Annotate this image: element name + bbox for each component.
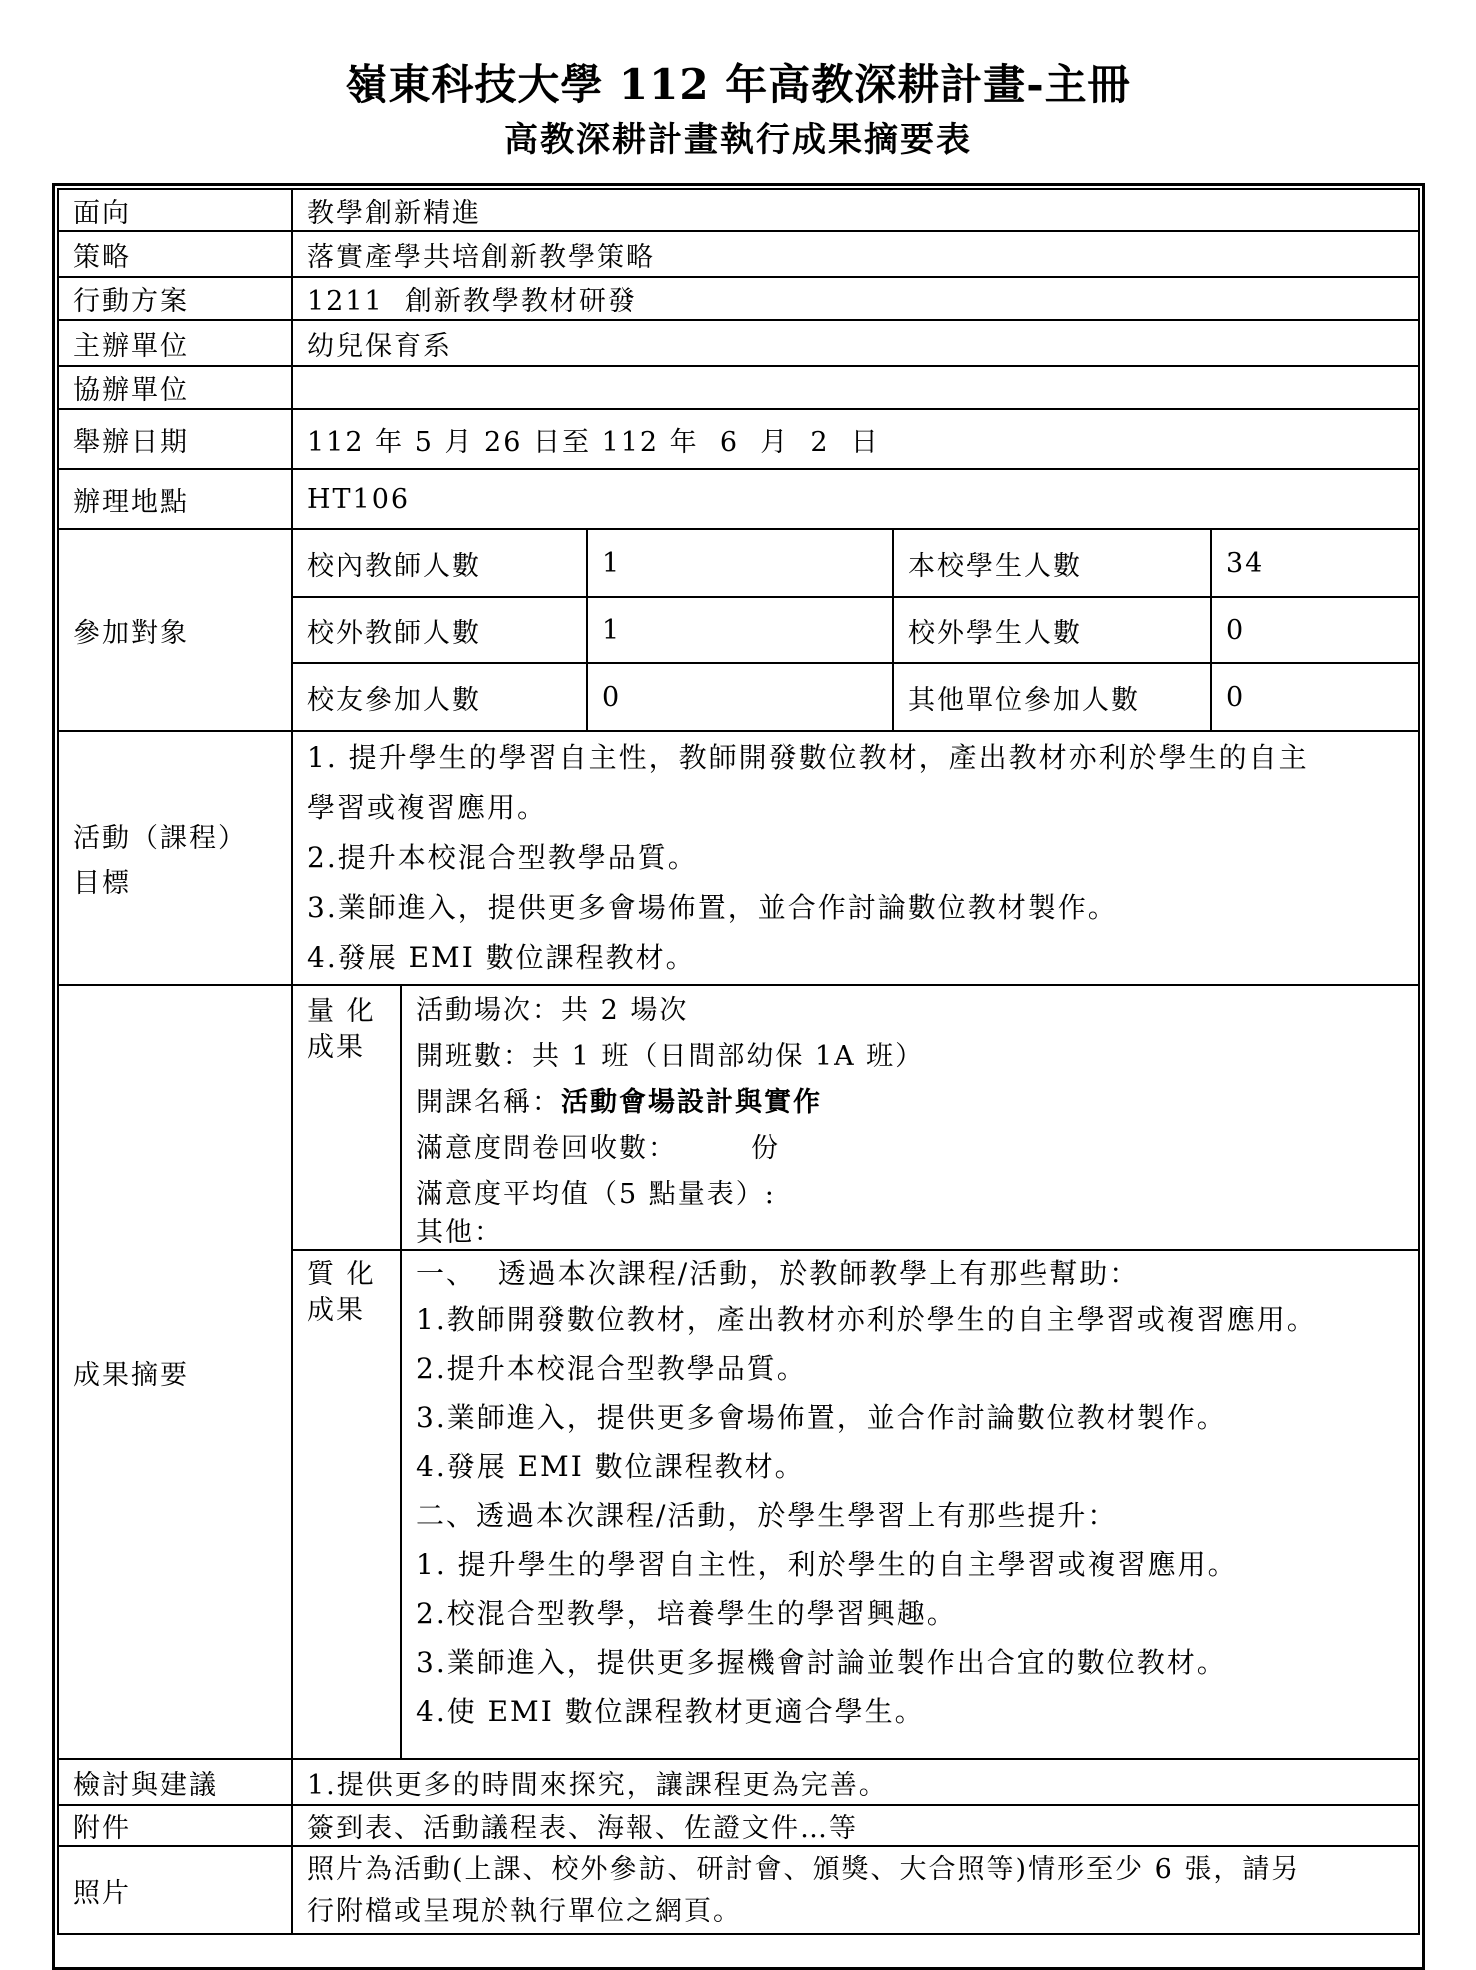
goals-label [58,731,292,985]
participant-value: 0 [1211,597,1418,663]
summary-table [57,188,1420,1935]
goals-value [292,731,1419,985]
participant-label: 其他單位參加人數 [893,663,1211,730]
survey-count-line [416,1126,1404,1172]
qualitative-line: 2.校混合型教學，培養學生的學習興趣。 [416,1597,957,1630]
row-photos [58,1846,1419,1934]
date-value: 112 年 5 月 26 日至 112 年 6 月 2 日 [292,409,1419,469]
location-value: HT106 [292,469,1419,529]
photos-label: 照片 [58,1846,292,1934]
attachments-label: 附件 [58,1805,292,1846]
course-name-label: 開課名稱： [416,1087,561,1118]
participant-label: 校內教師人數 [293,530,587,597]
results-label: 成果摘要 [58,985,292,1759]
participants-row [293,530,1418,597]
row-aspect [58,189,1419,231]
review-label: 檢討與建議 [58,1759,292,1805]
qualitative-line: 1. 提升學生的學習自主性，利於學生的自主學習或複習應用。 [416,1548,1238,1581]
attachments-value: 簽到表、活動議程表、海報、佐證文件…等 [292,1805,1419,1846]
qualitative-content [401,1250,1418,1758]
survey-count-unit: 份 [751,1133,780,1164]
goal-line: 2.提升本校混合型教學品質。 [307,841,698,874]
quantitative-content [401,986,1418,1250]
action-plan-label: 行動方案 [58,277,292,320]
qualitative-line: 3.業師進入，提供更多握機會討論並製作出合宜的數位教材。 [416,1646,1227,1679]
satisfaction-average-text: 滿意度平均值（5 點量表）: [416,1179,776,1210]
goal-line: 3.業師進入，提供更多會場佈置，並合作討論數位教材製作。 [307,891,1118,924]
participant-value: 1 [587,597,893,663]
row-host-unit [58,320,1419,366]
goal-line: 學習或複習應用。 [307,791,548,824]
classes-text: 開班數：共 1 班（日間部幼保 1A 班） [416,1041,925,1072]
quantitative-row [293,986,1418,1250]
row-date [58,409,1419,469]
document-subtitle: 高教深耕計畫執行成果摘要表 [504,120,972,160]
row-attachments [58,1805,1419,1846]
participants-table [293,530,1418,730]
photos-line: 行附檔或呈現於執行單位之網頁。 [307,1896,742,1927]
row-co-host-unit [58,366,1419,409]
participants-cell [292,529,1419,731]
course-name-line [416,1080,1404,1126]
date-label: 舉辦日期 [58,409,292,469]
row-action-plan [58,277,1419,320]
course-name-value: 活動會場設計與實作 [561,1087,822,1118]
sessions-text: 活動場次：共 2 場次 [416,995,689,1026]
quantitative-label-line: 量 化 [307,996,376,1027]
participant-value: 1 [587,530,893,597]
aspect-label: 面向 [58,189,292,231]
row-review [58,1759,1419,1805]
action-plan-value: 1211 創新教學教材研發 [292,277,1419,320]
goals-label-line: 活動（課程） [73,823,247,854]
participants-row [293,663,1418,730]
review-value: 1.提供更多的時間來探究，讓課程更為完善。 [292,1759,1419,1805]
goal-line: 1. 提升學生的學習自主性，教師開發數位教材，產出教材亦利於學生的自主 [307,741,1309,774]
participant-label: 校友參加人數 [293,663,587,730]
participant-label: 本校學生人數 [893,530,1211,597]
qualitative-label [293,1250,401,1758]
co-host-unit-label: 協辦單位 [58,366,292,409]
qualitative-line: 1.教師開發數位教材，產出教材亦利於學生的自主學習或複習應用。 [416,1303,1317,1336]
row-location [58,469,1419,529]
qualitative-label-line: 成果 [307,1295,365,1326]
row-strategy [58,231,1419,277]
qualitative-row [293,1250,1418,1758]
row-participants [58,529,1419,731]
qualitative-line: 4.發展 EMI 數位課程教材。 [416,1450,805,1483]
host-unit-value: 幼兒保育系 [292,320,1419,366]
co-host-unit-value [292,366,1419,409]
quantitative-label-line: 成果 [307,1032,365,1063]
photos-value [292,1846,1419,1934]
row-goals [58,731,1419,985]
location-label: 辦理地點 [58,469,292,529]
qualitative-line: 一、 透過本次課程/活動，於教師教學上有那些幫助： [416,1257,1140,1290]
aspect-value: 教學創新精進 [292,189,1419,231]
participant-value: 0 [1211,663,1418,730]
participant-label: 校外學生人數 [893,597,1211,663]
qualitative-label-line: 質 化 [307,1259,376,1290]
results-table [293,986,1418,1758]
participants-label: 參加對象 [58,529,292,731]
qualitative-line: 3.業師進入，提供更多會場佈置，並合作討論數位教材製作。 [416,1401,1227,1434]
participant-label: 校外教師人數 [293,597,587,663]
quantitative-label [293,986,401,1250]
participants-row [293,597,1418,663]
results-cell [292,985,1419,1759]
qualitative-line: 二、透過本次課程/活動，於學生學習上有那些提升： [416,1499,1118,1532]
host-unit-label: 主辦單位 [58,320,292,366]
participant-value: 0 [587,663,893,730]
strategy-label: 策略 [58,231,292,277]
photos-line: 照片為活動(上課、校外參訪、研討會、頒獎、大合照等)情形至少 6 張，請另 [307,1854,1301,1885]
participant-value: 34 [1211,530,1418,597]
qualitative-line: 2.提升本校混合型教學品質。 [416,1352,807,1385]
row-results [58,985,1419,1759]
survey-count-label: 滿意度問卷回收數： [416,1133,677,1164]
goal-line: 4.發展 EMI 數位課程教材。 [307,941,696,974]
other-text: 其他： [416,1217,503,1248]
strategy-value: 落實產學共培創新教學策略 [292,231,1419,277]
document-title: 嶺東科技大學 112 年高教深耕計畫-主冊 [345,60,1131,109]
qualitative-line: 4.使 EMI 數位課程教材更適合學生。 [416,1695,925,1728]
goals-label-line: 目標 [73,868,131,899]
